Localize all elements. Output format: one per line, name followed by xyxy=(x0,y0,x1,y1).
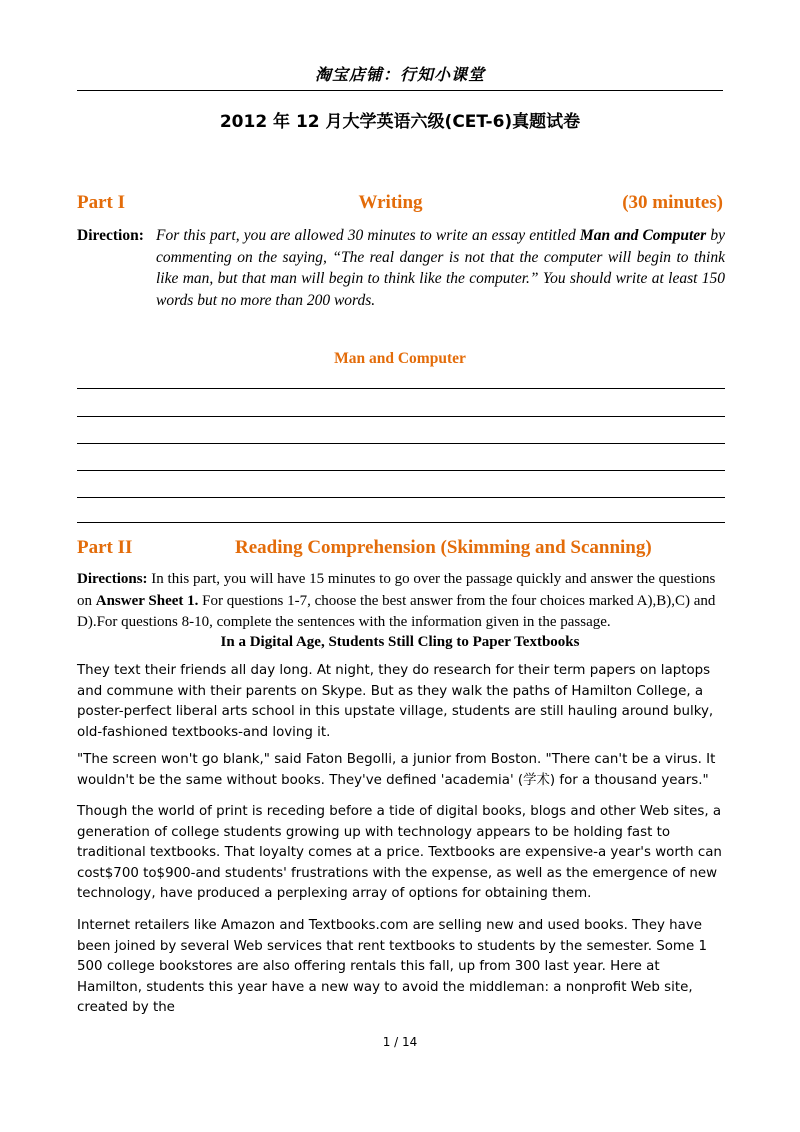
writing-line xyxy=(77,522,725,523)
part2-name: Reading Comprehension (Skimming and Scanning) xyxy=(235,537,652,558)
passage-paragraph: "The screen won't go blank," said Faton Begolli, a junior from Boston. "There can't be a virus. It wouldn't be the same without books. They've defined 'academia' (学术) for a thousand years." xyxy=(77,752,716,788)
page-number: 1 / 14 xyxy=(382,1035,418,1049)
passage-title: In a Digital Age, Students Still Cling to Paper Textbooks xyxy=(220,634,580,650)
part1-label: Part I xyxy=(77,192,126,213)
directions-label: Directions: xyxy=(77,571,148,587)
writing-line xyxy=(77,443,725,444)
passage-paragraph: Though the world of print is receding before a tide of digital books, blogs and other Web sites, a generation of college students growing up with technology appears to be holding fast to traditional textbooks. That loyalty comes at a price. Textbooks are expensive-a year's worth can cost$700 to$900-and students' frustrations with the expense, as well as the emergence of new technology, have produced a perplexing array of options for obtaining them. xyxy=(77,804,722,901)
answer-sheet-label: Answer Sheet 1. xyxy=(95,592,199,609)
writing-line xyxy=(77,470,725,471)
passage-paragraph: They text their friends all day long. At night, they do research for their term papers on laptops and commune with their parents on Skype. But as they walk the paths of Hamilton College, a poster-perfect liberal arts school in this upstate village, students are still hauling around bulky, old-fashioned textbooks-and loving it. xyxy=(77,663,714,740)
writing-line xyxy=(77,388,725,389)
document-title: 2012 年 12 月大学英语六级(CET-6)真题试卷 xyxy=(219,112,581,132)
direction-label: Direction: xyxy=(77,227,144,244)
header-shop-text: 淘宝店铺：行知小课堂 xyxy=(314,65,485,84)
essay-title-inline: Man and Computer xyxy=(579,227,707,244)
part1-name: Writing xyxy=(358,192,423,213)
writing-line xyxy=(77,416,725,417)
direction-body xyxy=(156,225,725,311)
header-divider xyxy=(77,90,723,91)
part2-label: Part II xyxy=(77,537,133,558)
part1-time: (30 minutes) xyxy=(622,192,723,213)
writing-line xyxy=(77,497,725,498)
part2-directions xyxy=(77,569,725,634)
direction-text-pre: For this part, you are allowed 30 minutes to write an essay entitled xyxy=(156,227,580,244)
essay-title: Man and Computer xyxy=(334,350,466,367)
part1-direction xyxy=(77,225,725,311)
directions-text-2: For questions 1-7, choose the best answer from the four choices marked A),B),C) and D).For questions 8-10, complete the sentences with the information given in the passage. xyxy=(77,592,716,630)
direction-text-post: by commenting on the saying, “The real danger is not that the computer will begin to think like man, but that man will begin to think like the computer.” You should write at least 150 words but no more than 200 words. xyxy=(156,227,725,309)
passage-paragraph: Internet retailers like Amazon and Textbooks.com are selling new and used books. They have been joined by several Web services that rent textbooks to students by the semester. Some 1 500 college bookstores are also offering rentals this fall, up from 300 last year. Here at Hamilton, students this year have a new way to avoid the middleman: a nonprofit Web site, created by the xyxy=(77,918,707,1015)
directions-text-1: In this part, you will have 15 minutes to go over the passage quickly and answer the questions on xyxy=(77,571,716,609)
